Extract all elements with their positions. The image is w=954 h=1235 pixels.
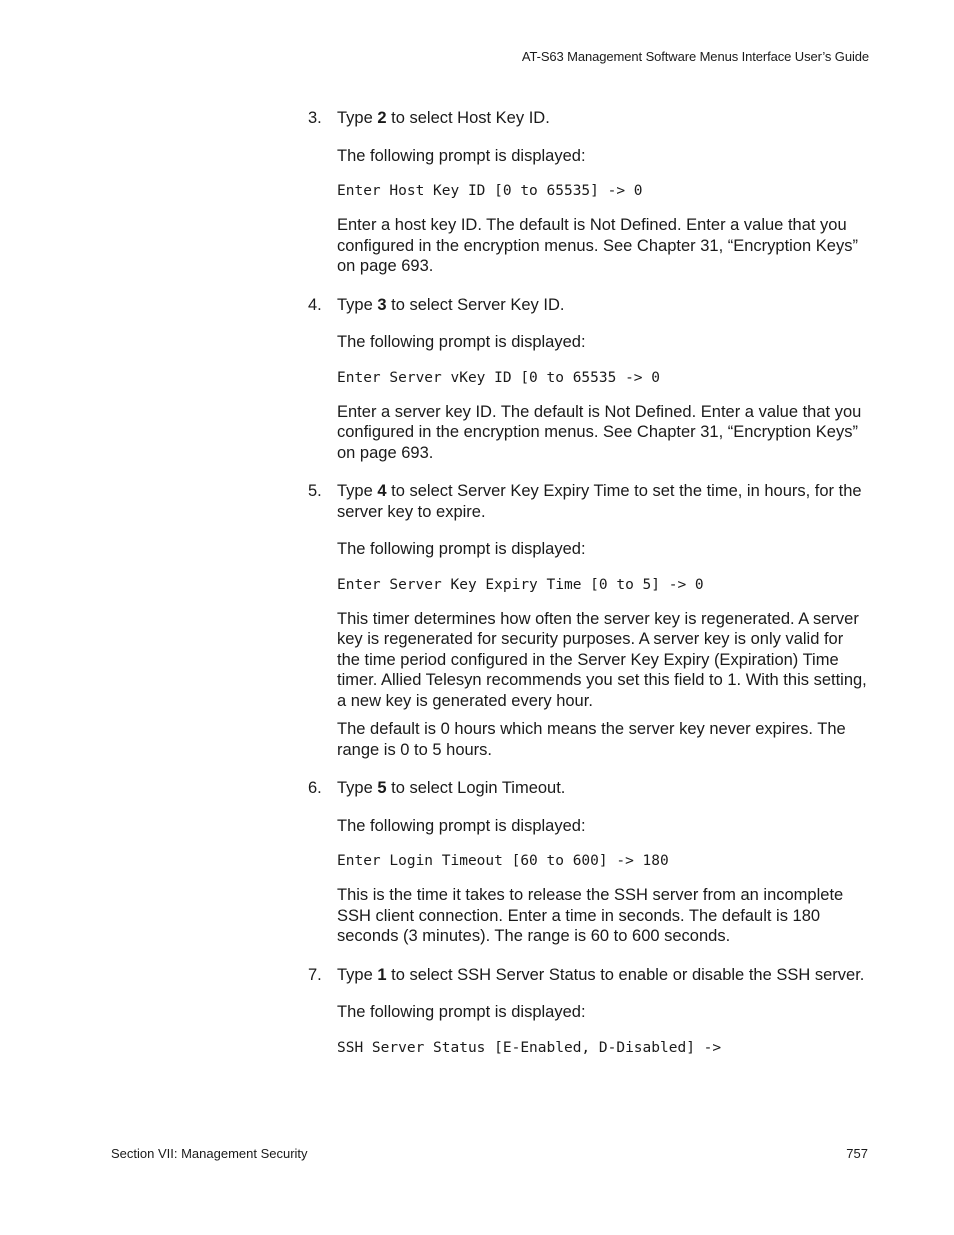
step-3: [308, 108, 868, 277]
prompt-code: Enter Host Key ID [0 to 65535] -> 0: [337, 183, 643, 199]
prompt-code: SSH Server Status [E-Enabled, D-Disabled] ->: [337, 1039, 722, 1056]
step-6: [308, 778, 868, 947]
page-number: 757: [846, 1146, 868, 1161]
step-instruction: Type 3 to select Server Key ID.: [337, 295, 565, 314]
step-number: 6.: [308, 779, 322, 797]
prompt-label: The following prompt is displayed:: [337, 540, 586, 558]
step-4: [308, 295, 868, 464]
key-label: 5: [377, 779, 387, 797]
step-instruction: Type 5 to select Login Timeout.: [337, 779, 566, 797]
step-number: 5.: [308, 482, 322, 500]
prompt-code: Enter Login Timeout [60 to 600] -> 180: [337, 853, 669, 869]
description: Enter a server key ID. The default is Not Defined. Enter a value that you configured in the encryption menus. See Chapter 31, “Encryption Keys” on page 693.: [337, 402, 862, 462]
prompt-code: Enter Server vKey ID [0 to 65535 -> 0: [337, 369, 661, 386]
step-7: [308, 965, 868, 1058]
description: This is the time it takes to release the SSH server from an incomplete SSH client connection. Enter a time in seconds. The default is 180 seconds (3 minutes). The range is 60 to 600 seconds.: [337, 886, 844, 945]
description: The default is 0 hours which means the server key never expires. The range is 0 to 5 hours.: [337, 720, 846, 759]
key-label: 1: [377, 965, 387, 984]
step-5: [308, 481, 868, 760]
running-header: AT-S63 Management Software Menus Interface User’s Guide: [521, 49, 869, 64]
description: Enter a host key ID. The default is Not Defined. Enter a value that you configured in the encryption menus. See Chapter 31, “Encryption Keys” on page 693.: [337, 216, 858, 275]
key-label: 3: [377, 295, 387, 314]
prompt-label: The following prompt is displayed:: [337, 816, 586, 835]
key-label: 4: [377, 482, 387, 500]
footer-section: Section VII: Management Security: [111, 1146, 308, 1161]
step-instruction: Type 1 to select SSH Server Status to enable or disable the SSH server.: [337, 965, 865, 984]
step-instruction: Type 4 to select Server Key Expiry Time to set the time, in hours, for the server key to expire.: [337, 482, 862, 521]
step-number: 7.: [308, 965, 322, 984]
prompt-label: The following prompt is displayed:: [337, 1003, 586, 1021]
step-instruction: Type 2 to select Host Key ID.: [337, 109, 550, 127]
description: This timer determines how often the server key is regenerated. A server key is regenerated for security purposes. A server key is only valid for the time period configured in the Server Key Expiry (Expiration) Time timer. Allied Telesyn recommends you set this field to 1. With this setting, a new key is generated every hour.: [337, 609, 867, 710]
document-body: [308, 108, 868, 1072]
step-number: 3.: [308, 109, 322, 127]
key-label: 2: [377, 109, 387, 127]
prompt-code: Enter Server Key Expiry Time [0 to 5] -> 0: [337, 576, 704, 593]
prompt-label: The following prompt is displayed:: [337, 333, 586, 351]
prompt-label: The following prompt is displayed:: [337, 146, 586, 165]
step-number: 4.: [308, 295, 322, 314]
